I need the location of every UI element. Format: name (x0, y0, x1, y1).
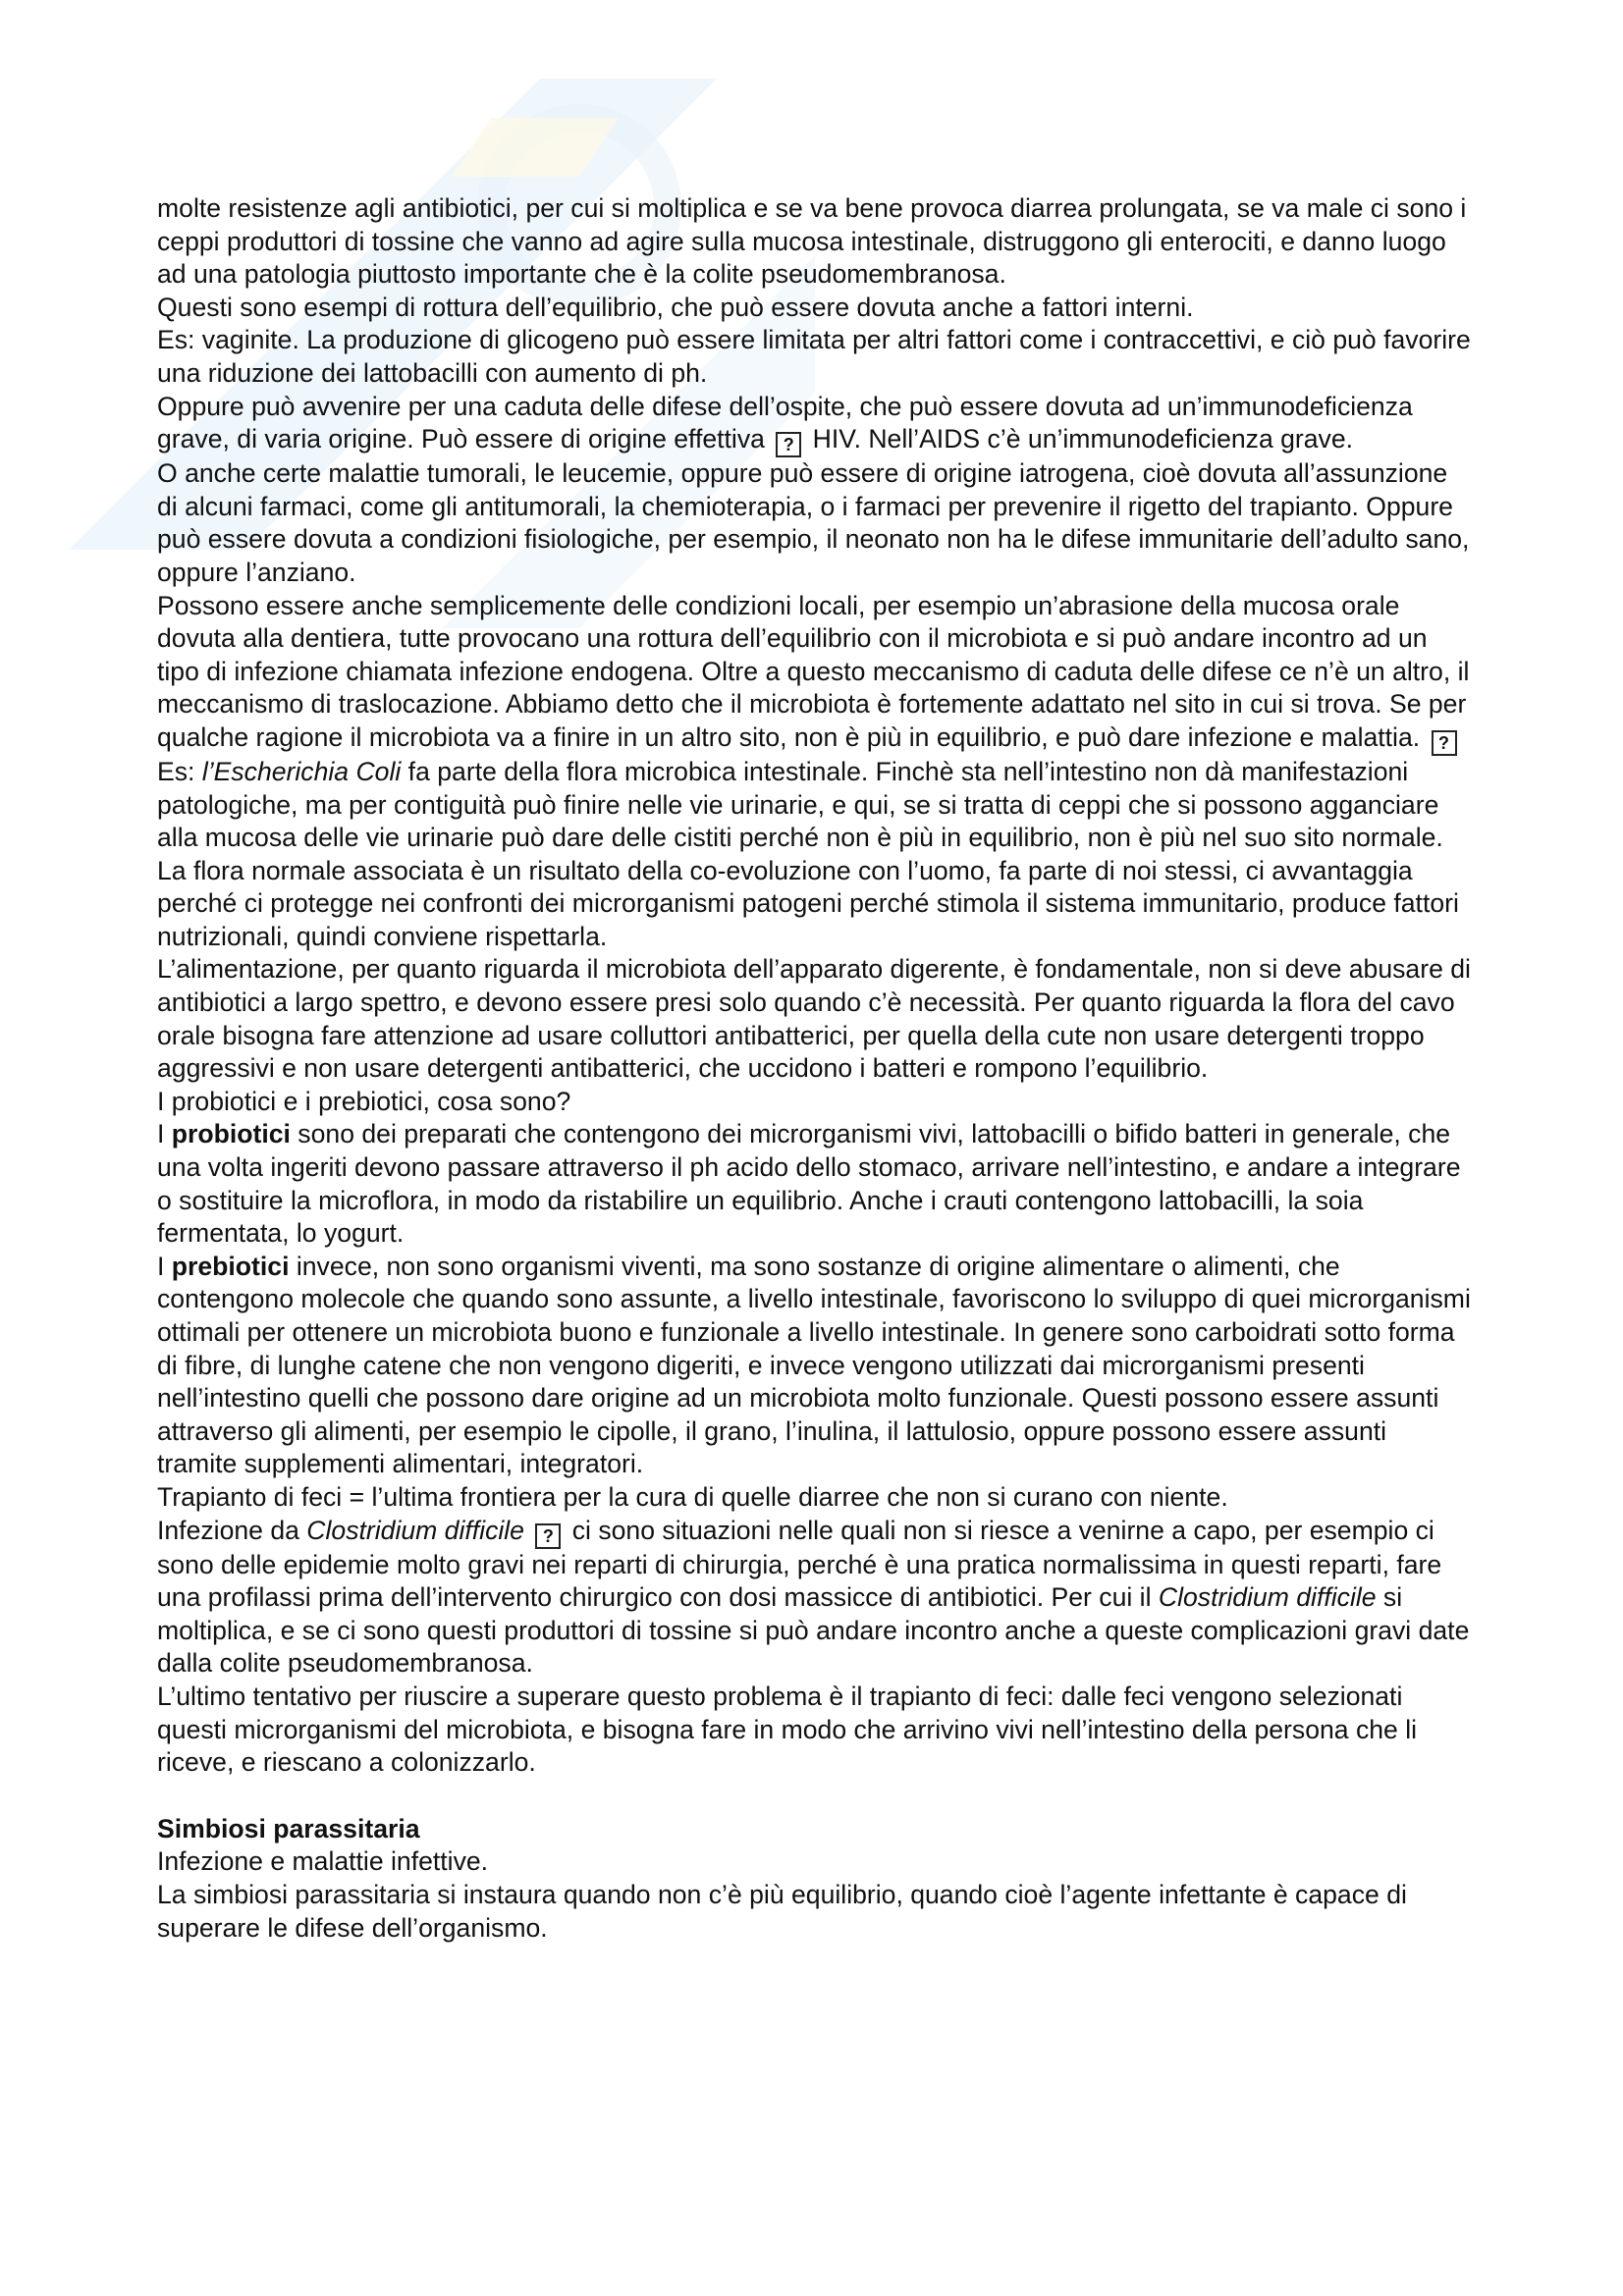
text-run: L’alimentazione, per quanto riguarda il microbiota dell’apparato digerente, è fondamentale, non si deve abusare di antibiotici a largo spettro, e devono essere presi solo quando c’è necessità. Per quanto riguarda la flora del cavo orale bisogna fare attenzione ad usare colluttori antibatterici, per quella della cute non usare detergenti troppo aggressivi e non usare detergenti antibatterici, che uccidono i batteri e rompono l’equilibrio. (157, 954, 1471, 1084)
paragraph (157, 1251, 1473, 1481)
paragraph (157, 292, 1473, 325)
text-run (524, 1516, 531, 1545)
bold-text: Simbiosi parassitaria (157, 1813, 420, 1843)
text-run: molte resistenze agli antibiotici, per cui si moltiplica e se va bene provoca diarrea prolungata, se va male ci sono i ceppi produttori di tossine che vanno ad agire sulla mucosa intestinale, distruggono gli enterociti, e danno luogo ad una patologia piuttosto importante che è la colite pseudomembranosa. (157, 193, 1467, 290)
missing-glyph-icon: ? (776, 432, 801, 457)
paragraph (157, 590, 1473, 855)
text-run: Questi sono esempi di rottura dell’equilibrio, che può essere dovuta anche a fattori interni. (157, 292, 1194, 322)
paragraph (157, 192, 1473, 292)
document-body (157, 192, 1473, 1945)
text-run: Trapianto di feci = l’ultima frontiera per la cura di quelle diarree che non si curano con niente. (157, 1481, 1228, 1512)
bold-text: probiotici (171, 1119, 291, 1149)
text-run: Oppure può avvenire per una caduta delle difese dell’ospite, che può essere dovuta ad un’immunodeficienza grave, di varia origine. Può essere di origine effettiva (157, 391, 1413, 454)
text-run: I (157, 1251, 172, 1281)
text-run: Infezione da (157, 1515, 307, 1545)
text-run: I (157, 1119, 172, 1149)
text-run: Infezione e malattie infettive. (157, 1846, 489, 1877)
text-run: O anche certe malattie tumorali, le leucemie, oppure può essere di origine iatrogena, cioè dovuta all’assunzione di alcuni farmaci, come gli antitumorali, la chemioterapia, o i farmaci per prevenire il rigetto del trapianto. Oppure può essere dovuta a condizioni fisiologiche, per esempio, il neonato non ha le difese immunitarie dell’adulto sano, oppure l’anziano. (157, 458, 1470, 587)
text-run: si moltiplica, e se ci sono questi produttori di tossine si può andare incontro anche a queste complicazioni gravi date dalla colite pseudomembranosa. (157, 1582, 1470, 1679)
paragraph-gap (157, 1780, 1473, 1813)
paragraph (157, 1845, 1473, 1879)
text-run: fa parte della flora microbica intestinale. Finchè sta nell’intestino non dà manifestazioni patologiche, ma per contiguità può finire nelle vie urinarie, e qui, se si tratta di ceppi che si possono agganciare alla mucosa delle vie urinarie può dare delle cistiti perché non è più in equilibrio, non è più nel suo sito normale. (157, 756, 1443, 853)
paragraph (157, 855, 1473, 954)
paragraph (157, 1813, 1473, 1846)
paragraph (157, 953, 1473, 1085)
text-run: sono dei preparati che contengono dei microrganismi vivi, lattobacilli o bifido batteri in generale, che una volta ingeriti devono passare attraverso il ph acido dello stomaco, arrivare nell’intestino, e andare a integrare o sostituire la microflora, in modo da ristabilire un equilibrio. Anche i crauti contengono lattobacilli, la soia fermentata, lo yogurt. (157, 1119, 1461, 1249)
paragraph (157, 324, 1473, 390)
text-run: HIV. Nell’AIDS c’è un’immunodeficienza grave. (805, 424, 1354, 454)
paragraph (157, 1086, 1473, 1119)
italic-text: Clostridium difficile (306, 1515, 524, 1545)
missing-glyph-icon: ? (1432, 730, 1457, 756)
italic-text: l’Escherichia Coli (201, 756, 402, 786)
paragraph (157, 1481, 1473, 1515)
paragraph (157, 1879, 1473, 1945)
text-run: Es: vaginite. La produzione di glicogeno può essere limitata per altri fattori come i contraccettivi, e ciò può favorire una riduzione dei lattobacilli con aumento di ph. (157, 325, 1471, 388)
paragraph (157, 1681, 1473, 1780)
text-run: La simbiosi parassitaria si instaura quando non c’è più equilibrio, quando cioè l’agente infettante è capace di superare le difese dell’organismo. (157, 1879, 1407, 1943)
text-run: L’ultimo tentativo per riuscire a superare questo problema è il trapianto di feci: dalle feci vengono selezionati questi microrganismi del microbiota, e bisogna fare in modo che arrivino vivi nell’intestino della persona che li riceve, e riescano a colonizzarlo. (157, 1681, 1418, 1778)
text-run: Es: (157, 756, 202, 786)
paragraph (157, 391, 1473, 458)
text-run: I probiotici e i prebiotici, cosa sono? (157, 1086, 571, 1116)
bold-text: prebiotici (171, 1251, 290, 1281)
text-run: ci sono situazioni nelle quali non si riesce a venirne a capo, per esempio ci sono delle epidemie molto gravi nei reparti di chirurgia, perché è una pratica normalissima in questi reparti, fare una profilassi prima dell’intervento chirurgico con dosi massicce di antibiotici. Per cui il (157, 1515, 1442, 1613)
paragraph (157, 1515, 1473, 1681)
text-run: invece, non sono organismi viventi, ma sono sostanze di origine alimentare o alimenti, che contengono molecole che quando sono assunte, a livello intestinale, favoriscono lo sviluppo di quei microrganismi ottimali per ottenere un microbiota buono e funzionale a livello intestinale. In genere sono carboidrati sotto forma di fibre, di lunghe catene che non vengono digeriti, e invece vengono utilizzati dai microrganismi presenti nell’intestino quelli che possono dare origine ad un microbiota molto funzionale. Questi possono essere assunti attraverso gli alimenti, per esempio le cipolle, il grano, l’inulina, il lattulosio, oppure possono essere assunti tramite supplementi alimentari, integratori. (157, 1251, 1471, 1479)
text-run: La flora normale associata è un risultato della co-evoluzione con l’uomo, fa parte di noi stessi, ci avvantaggia perché ci protegge nei confronti dei microrganismi patogeni perché stimola il sistema immunitario, produce fattori nutrizionali, quindi conviene rispettarla. (157, 855, 1459, 951)
missing-glyph-icon: ? (535, 1523, 561, 1549)
italic-text: Clostridium difficile (1158, 1582, 1377, 1613)
paragraph (157, 457, 1473, 589)
text-run: Possono essere anche semplicemente delle condizioni locali, per esempio un’abrasione della mucosa orale dovuta alla dentiera, tutte provocano una rottura dell’equilibrio con il microbiota e si può andare incontro ad un tipo di infezione chiamata infezione endogena. Oltre a questo meccanismo di caduta delle difese ce n’è un altro, il meccanismo di traslocazione. Abbiamo detto che il microbiota è fortemente adattato nel sito in cui si trova. Se per qualche ragione il microbiota va a finire in un altro sito, non è più in equilibrio, e può dare infezione e malattia. (157, 590, 1470, 752)
paragraph (157, 1118, 1473, 1250)
